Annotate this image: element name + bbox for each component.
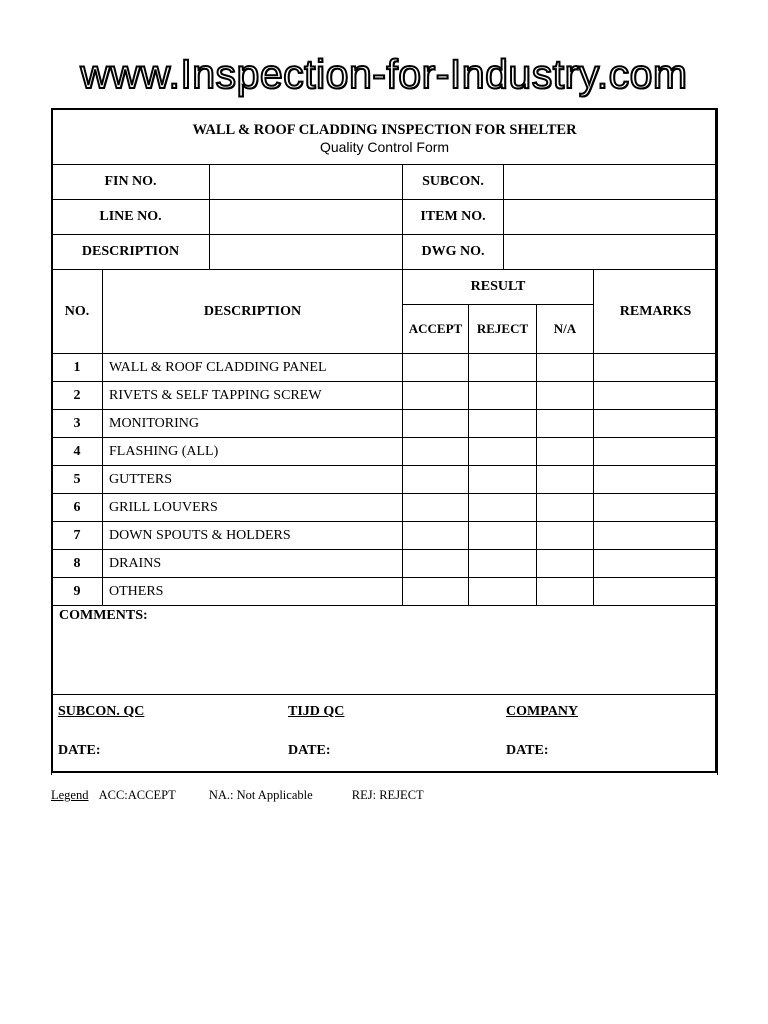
tijd-qc-label: TIJD QC bbox=[288, 704, 345, 719]
item-description: MONITORING bbox=[103, 410, 403, 438]
subcon-label: SUBCON. bbox=[403, 165, 504, 200]
form-outer-border bbox=[51, 108, 717, 773]
header-no: NO. bbox=[52, 270, 103, 354]
item-description: GUTTERS bbox=[103, 466, 403, 494]
header-accept: ACCEPT bbox=[403, 305, 469, 354]
item-number: 1 bbox=[52, 354, 103, 382]
fin-no-label: FIN NO. bbox=[52, 165, 210, 200]
item-description: RIVETS & SELF TAPPING SCREW bbox=[103, 382, 403, 410]
legend bbox=[51, 788, 424, 803]
company-label: COMPANY bbox=[506, 704, 579, 719]
item-number: 7 bbox=[52, 522, 103, 550]
header-remarks: REMARKS bbox=[594, 270, 718, 354]
header-result: RESULT bbox=[403, 270, 594, 305]
item-description: WALL & ROOF CLADDING PANEL bbox=[103, 354, 403, 382]
item-description: DOWN SPOUTS & HOLDERS bbox=[103, 522, 403, 550]
item-number: 3 bbox=[52, 410, 103, 438]
company-date-label: DATE: bbox=[506, 743, 549, 758]
item-number: 6 bbox=[52, 494, 103, 522]
item-description: OTHERS bbox=[103, 578, 403, 606]
dwg-no-label: DWG NO. bbox=[403, 235, 504, 270]
legend-title: Legend bbox=[51, 788, 89, 802]
item-number: 5 bbox=[52, 466, 103, 494]
item-number: 9 bbox=[52, 578, 103, 606]
legend-reject: REJ: REJECT bbox=[351, 788, 424, 802]
form-title: WALL & ROOF CLADDING INSPECTION FOR SHELTER bbox=[192, 122, 577, 138]
legend-accept: ACC:ACCEPT bbox=[98, 788, 176, 802]
item-description: FLASHING (ALL) bbox=[103, 438, 403, 466]
header-reject: REJECT bbox=[469, 305, 537, 354]
item-description: GRILL LOUVERS bbox=[103, 494, 403, 522]
site-url-header: www.Inspection-for-Industry.com bbox=[80, 51, 688, 97]
item-number: 2 bbox=[52, 382, 103, 410]
subcon-qc-label: SUBCON. QC bbox=[58, 704, 145, 719]
header-na: N/A bbox=[537, 305, 594, 354]
description-label: DESCRIPTION bbox=[52, 235, 210, 270]
header-description: DESCRIPTION bbox=[103, 270, 403, 354]
line-no-label: LINE NO. bbox=[52, 200, 210, 235]
tijd-date-label: DATE: bbox=[288, 743, 331, 758]
item-description: DRAINS bbox=[103, 550, 403, 578]
form-subtitle: Quality Control Form bbox=[319, 139, 450, 155]
item-number: 4 bbox=[52, 438, 103, 466]
item-no-label: ITEM NO. bbox=[403, 200, 504, 235]
subcon-date-label: DATE: bbox=[58, 743, 101, 758]
comments-label: COMMENTS: bbox=[59, 608, 148, 623]
legend-not-applicable: NA.: Not Applicable bbox=[208, 788, 313, 802]
item-number: 8 bbox=[52, 550, 103, 578]
